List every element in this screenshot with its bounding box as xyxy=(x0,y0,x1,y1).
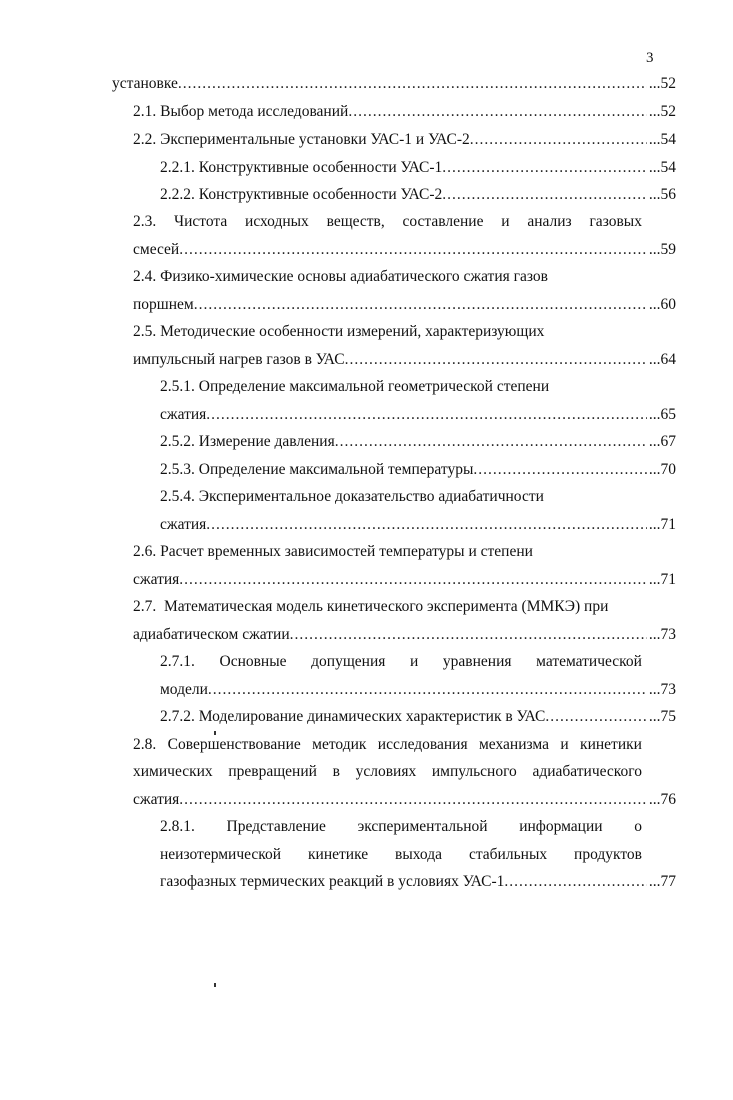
toc-entry xyxy=(160,376,676,398)
toc-entry-page: ...73 xyxy=(648,681,676,698)
toc-leader-dots xyxy=(335,431,647,453)
toc-leader-dots xyxy=(473,459,646,481)
toc-entry-title: 2.2.1. Конструктивные особенности УАС-1 xyxy=(160,159,443,176)
toc-entry xyxy=(133,101,676,123)
toc-entry-title: 2.5.3. Определение максимальной температуры xyxy=(160,461,474,478)
toc-entry-title: поршнем xyxy=(133,296,194,313)
toc-entry-title: импульсный нагрев газов в УАС xyxy=(133,351,345,368)
toc-entry xyxy=(133,541,676,563)
toc-entry-title: 2.7. Математическая модель кинетического эксперимента (ММКЭ) при xyxy=(133,598,609,615)
toc-entry-title: 2.5.2. Измерение давления xyxy=(160,433,335,450)
toc-entry-title: адиабатическом сжатии xyxy=(133,626,290,643)
toc-entry xyxy=(160,157,676,179)
toc-word: информации xyxy=(519,818,603,835)
toc-entry xyxy=(133,789,676,811)
toc-entry-page: ...71 xyxy=(648,571,676,588)
toc-entry-title: 2.5. Методические особенности измерений, характеризующих xyxy=(133,323,545,340)
toc-entry-justified xyxy=(160,816,642,838)
toc-entry-title: 2.6. Расчет временных зависимостей температуры и степени xyxy=(133,543,533,560)
toc-word: механизма xyxy=(479,736,549,753)
toc-word: веществ, xyxy=(326,213,385,230)
toc-leader-dots xyxy=(194,294,647,316)
toc-word: 2.3. xyxy=(133,213,157,230)
toc-entry-title: газофазных термических реакций в условиях УАС-1 xyxy=(160,873,505,890)
toc-entry xyxy=(160,459,676,481)
toc-entry-title: сжатия xyxy=(133,791,180,808)
toc-entry xyxy=(112,73,676,95)
toc-entry xyxy=(133,294,676,316)
toc-word: условиях xyxy=(355,763,417,780)
toc-leader-dots xyxy=(504,871,646,893)
toc-entry-title: сжатия xyxy=(133,571,180,588)
toc-word: составление xyxy=(402,213,484,230)
toc-entry xyxy=(133,624,676,646)
toc-entry xyxy=(160,679,676,701)
toc-entry-title: смесей xyxy=(133,241,180,258)
toc-leader-dots xyxy=(442,157,647,179)
toc-entry-page: ...73 xyxy=(648,626,676,643)
toc-word: адиабатического xyxy=(532,763,642,780)
toc-leader-dots xyxy=(345,349,647,371)
toc-word: Чистота xyxy=(174,213,228,230)
toc-entry-page: ...67 xyxy=(648,433,676,450)
toc-word: газовых xyxy=(589,213,642,230)
toc-entry-title: сжатия xyxy=(160,516,207,533)
toc-entry-page: ...56 xyxy=(648,186,676,203)
toc-leader-dots xyxy=(545,706,647,728)
toc-word: 2.8.1. xyxy=(160,818,195,835)
scan-speck xyxy=(214,983,216,987)
toc-leader-dots xyxy=(206,514,647,536)
toc-entry xyxy=(133,569,676,591)
toc-entry-page: ...77 xyxy=(648,873,676,890)
toc-leader-dots xyxy=(206,404,647,426)
toc-word: выхода xyxy=(395,846,442,863)
toc-entry-page: ...54 xyxy=(648,159,676,176)
toc-word: исследования xyxy=(377,736,468,753)
toc-entry xyxy=(133,129,676,151)
toc-entry xyxy=(160,184,676,206)
toc-word: кинетике xyxy=(308,846,369,863)
toc-word: допущения xyxy=(311,653,386,670)
toc-word: уравнения xyxy=(442,653,512,670)
toc-entry-page: ...52 xyxy=(648,75,676,92)
toc-word: Совершенствование xyxy=(167,736,301,753)
toc-entry-page: ...65 xyxy=(648,406,676,423)
toc-entry-page: ...59 xyxy=(648,241,676,258)
toc-word: о xyxy=(634,818,642,835)
toc-entry xyxy=(133,349,676,371)
scan-speck xyxy=(214,731,216,735)
toc-entry-justified xyxy=(133,734,642,756)
toc-leader-dots xyxy=(178,73,647,95)
toc-word: кинетики xyxy=(580,736,642,753)
toc-entry-title: модели xyxy=(160,681,208,698)
toc-entry xyxy=(133,266,676,288)
toc-word: Представление xyxy=(226,818,326,835)
toc-entry xyxy=(160,514,676,536)
toc-entry-title: 2.1. Выбор метода исследований xyxy=(133,103,349,120)
toc-entry-page: ...54 xyxy=(648,131,676,148)
toc-entry xyxy=(133,239,676,261)
toc-entry-title: 2.2. Экспериментальные установки УАС-1 и УАС-2 xyxy=(133,131,470,148)
toc-leader-dots xyxy=(208,679,647,701)
toc-entry-title: сжатия xyxy=(160,406,207,423)
toc-word: анализ xyxy=(527,213,572,230)
toc-entry xyxy=(160,706,676,728)
toc-entry-justified xyxy=(160,651,642,673)
toc-word: и xyxy=(501,213,510,230)
toc-word: 2.8. xyxy=(133,736,157,753)
toc-leader-dots xyxy=(179,239,647,261)
toc-entry-justified xyxy=(133,211,642,233)
toc-entry-title: 2.7.2. Моделирование динамических характеристик в УАС xyxy=(160,708,546,725)
toc-entry-page: ...52 xyxy=(648,103,676,120)
toc-word: математической xyxy=(536,653,642,670)
toc-word: продуктов xyxy=(574,846,642,863)
toc-word: 2.7.1. xyxy=(160,653,195,670)
toc-word: импульсного xyxy=(431,763,517,780)
toc-leader-dots xyxy=(470,129,647,151)
toc-word: стабильных xyxy=(468,846,548,863)
toc-entry xyxy=(160,486,676,508)
toc-entry-justified xyxy=(160,844,642,866)
toc-entry-title: установке xyxy=(112,75,178,92)
toc-entry-title: 2.2.2. Конструктивные особенности УАС-2 xyxy=(160,186,443,203)
toc-entry-justified xyxy=(133,761,642,783)
toc-leader-dots xyxy=(179,789,647,811)
toc-entry-page: ...71 xyxy=(648,516,676,533)
toc-word: в xyxy=(332,763,340,780)
toc-entry xyxy=(133,321,676,343)
toc-word: методик xyxy=(312,736,367,753)
toc-entry xyxy=(133,596,676,618)
toc-word: химических xyxy=(133,763,213,780)
toc-leader-dots xyxy=(442,184,647,206)
page-number: 3 xyxy=(646,50,654,66)
toc-entry xyxy=(160,431,676,453)
toc-entry-title: 2.5.4. Экспериментальное доказательство адиабатичности xyxy=(160,488,544,505)
toc-leader-dots xyxy=(290,624,647,646)
toc-leader-dots xyxy=(348,101,647,123)
toc-word: превращений xyxy=(228,763,317,780)
toc-entry-title: 2.5.1. Определение максимальной геометрической степени xyxy=(160,378,550,395)
toc-word: и xyxy=(560,736,569,753)
toc-entry-page: ...75 xyxy=(648,708,676,725)
toc-entry-title: 2.4. Физико-химические основы адиабатического сжатия газов xyxy=(133,268,548,285)
toc-word: Основные xyxy=(219,653,287,670)
toc-entry-page: ...70 xyxy=(648,461,676,478)
toc-entry-page: ...64 xyxy=(648,351,676,368)
toc-entry-page: ...60 xyxy=(648,296,676,313)
toc-word: исходных xyxy=(245,213,309,230)
toc-word: и xyxy=(410,653,419,670)
toc-entry xyxy=(160,871,676,893)
toc-entry xyxy=(160,404,676,426)
toc-leader-dots xyxy=(179,569,647,591)
toc-entry-page: ...76 xyxy=(648,791,676,808)
toc-word: неизотермической xyxy=(160,846,282,863)
toc-word: экспериментальной xyxy=(357,818,488,835)
